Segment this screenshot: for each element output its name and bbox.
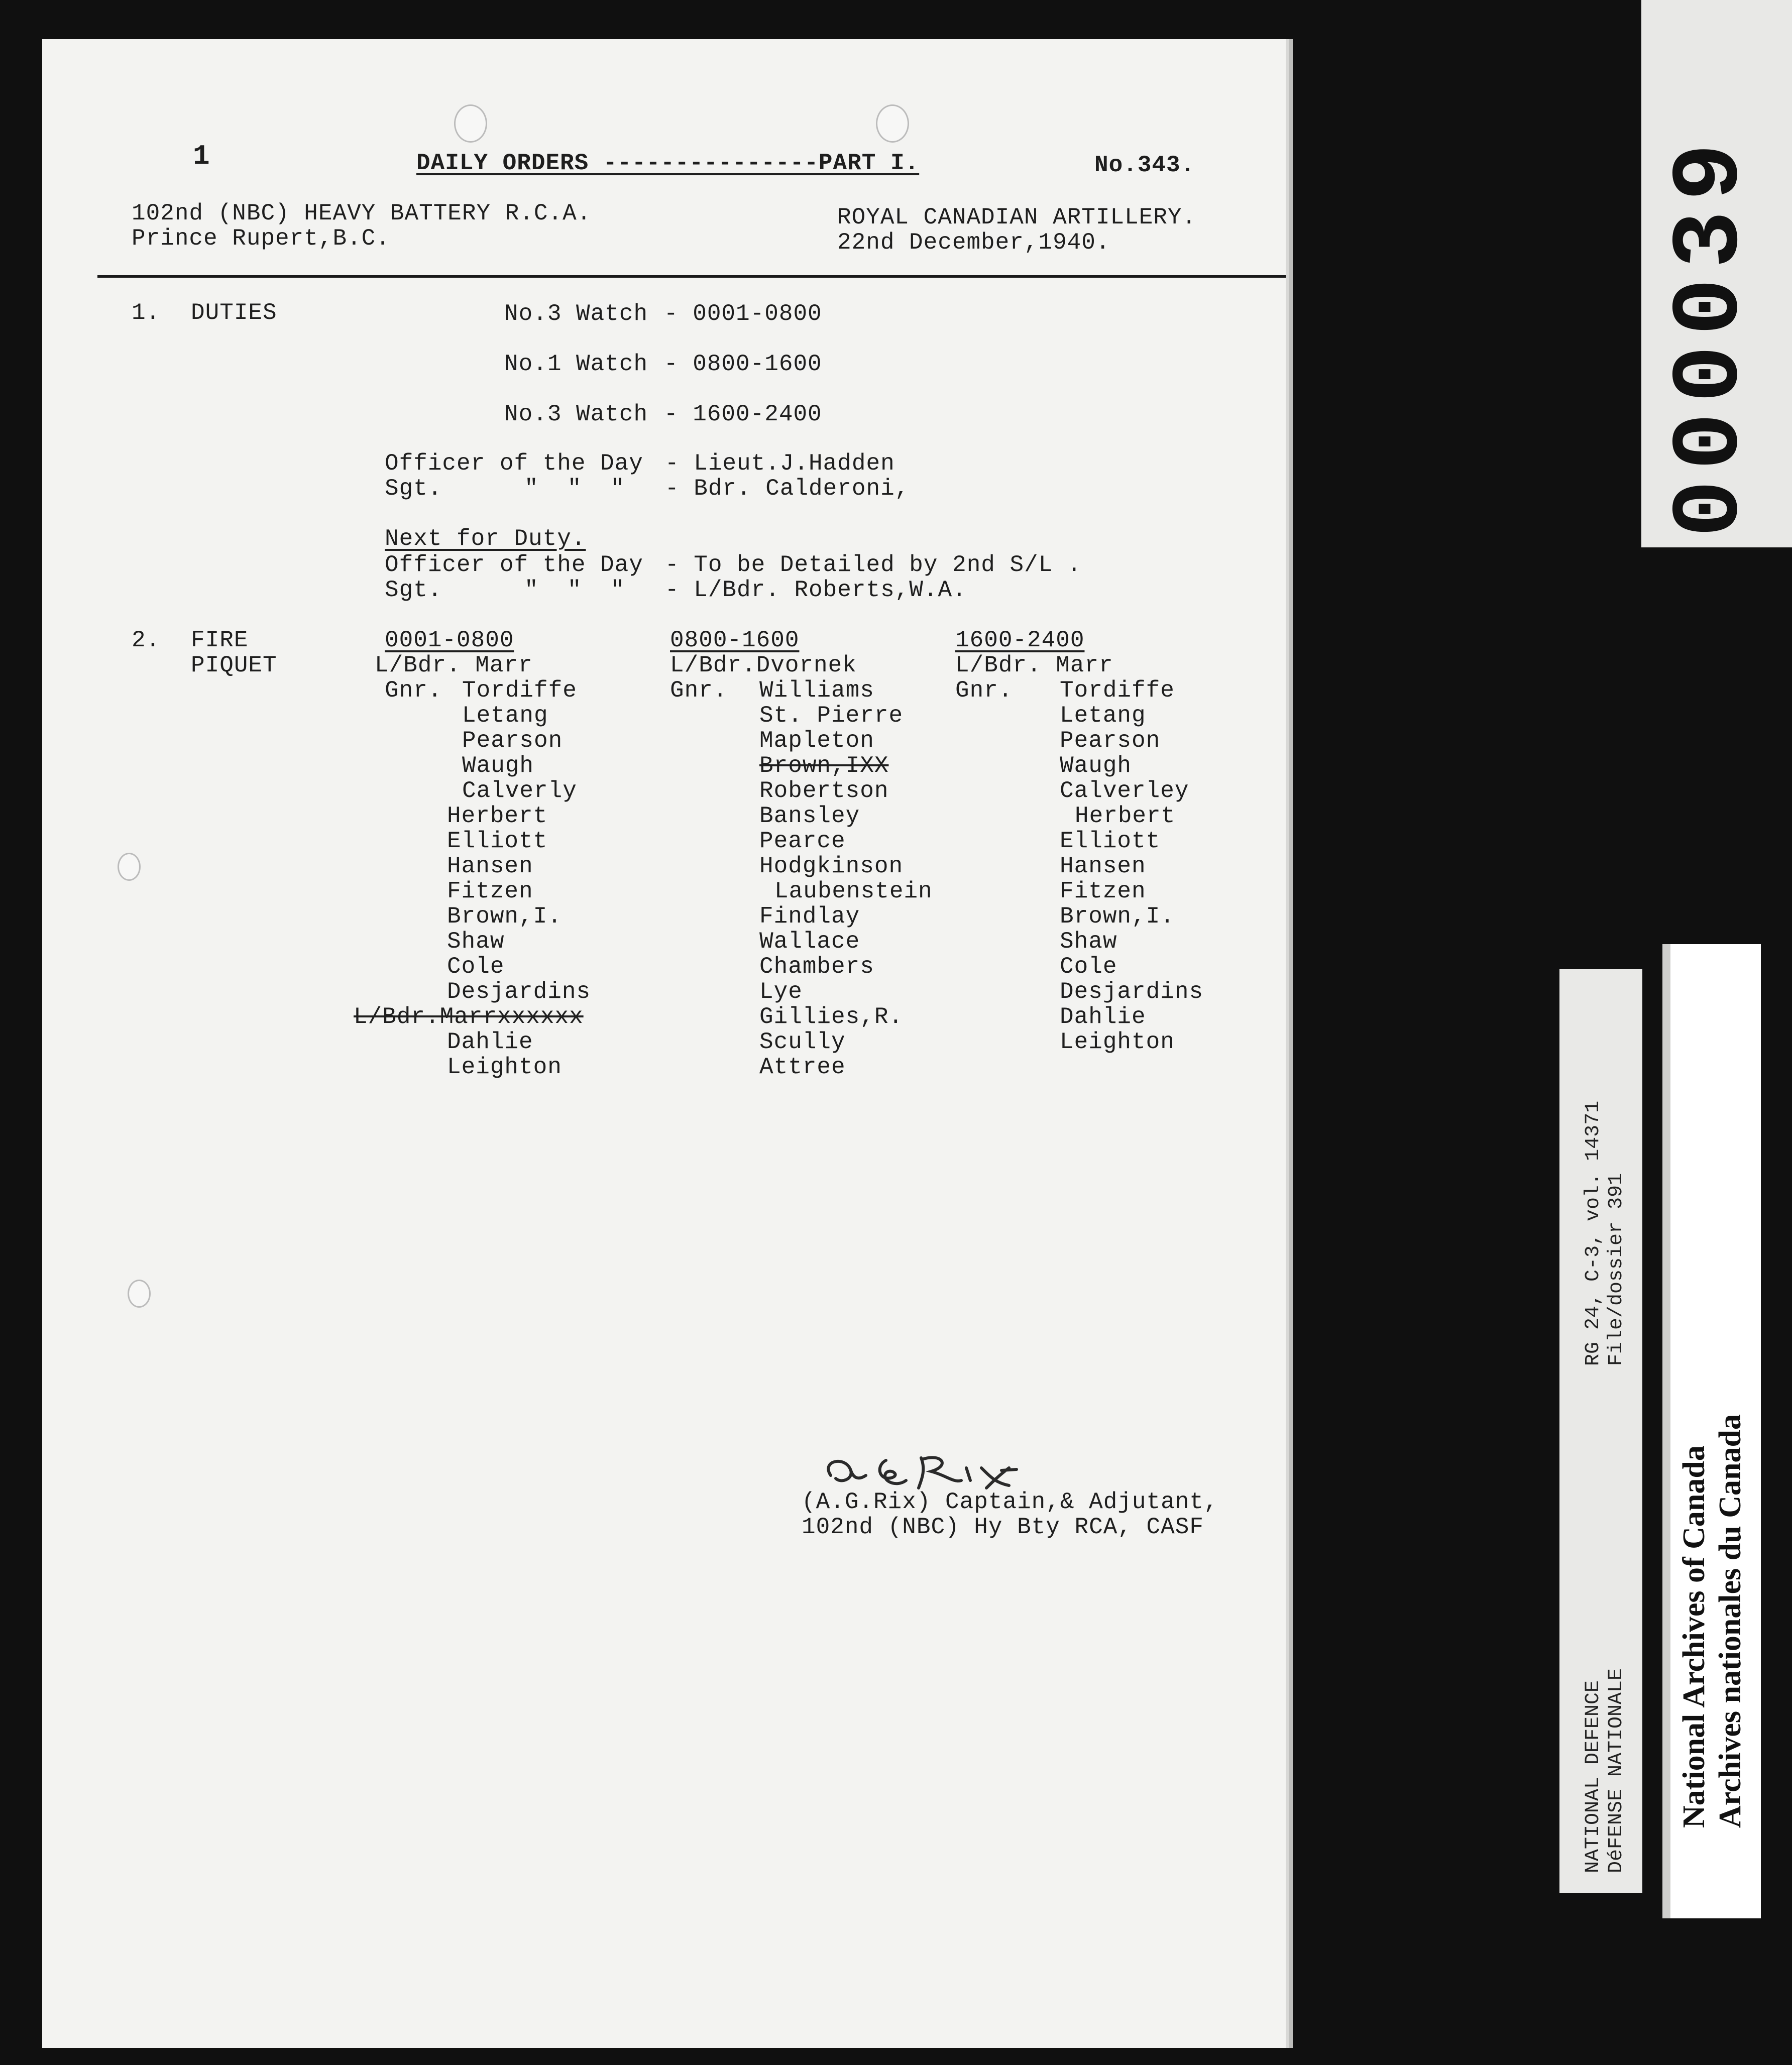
- piquet-gnr-label: Gnr.: [955, 677, 1013, 704]
- piquet-name: Tordiffe: [1060, 677, 1175, 704]
- watch-time: - 0800-1600: [664, 351, 822, 377]
- piquet-name: Hansen: [1060, 853, 1146, 879]
- piquet-name: Elliott: [447, 828, 548, 854]
- piquet-name: Waugh: [1060, 753, 1132, 779]
- piquet-heading: PIQUET: [191, 652, 277, 678]
- archive-reference: RG 24, C-3, vol. 14371: [1582, 1100, 1605, 1366]
- piquet-name: Pearson: [462, 728, 563, 754]
- piquet-name: Calverley: [1060, 778, 1189, 804]
- piquet-name-struck: L/Bdr.Marrxxxxxx: [354, 1004, 584, 1030]
- sgt-value: - Bdr. Calderoni,: [665, 476, 910, 502]
- piquet-gnr-label: Gnr.: [670, 677, 728, 704]
- piquet-name: Shaw: [447, 929, 505, 955]
- piquet-name: Mapleton: [759, 728, 874, 754]
- next-for-duty-heading: Next for Duty.: [385, 526, 586, 552]
- piquet-gnr-label: Gnr.: [385, 677, 442, 704]
- piquet-name: Gillies,R.: [759, 1004, 904, 1030]
- piquet-name: Letang: [1060, 703, 1146, 729]
- next-sgt-value: - L/Bdr. Roberts,W.A.: [665, 577, 967, 603]
- piquet-name: Chambers: [759, 954, 874, 980]
- piquet-name: Williams: [759, 677, 874, 704]
- punch-hole-top-right: [876, 104, 909, 143]
- next-officer-label: Officer of the Day: [385, 552, 643, 578]
- piquet-name: Leighton: [1060, 1029, 1175, 1055]
- piquet-name: Cole: [447, 954, 505, 980]
- sgt-label: Sgt.: [385, 476, 442, 502]
- piquet-name: Shaw: [1060, 929, 1117, 955]
- piquet-time-header: 0001-0800: [385, 627, 514, 653]
- watch-name: No.3 Watch: [504, 301, 648, 327]
- piquet-name: Calverly: [462, 778, 577, 804]
- officer-of-day-label: Officer of the Day: [385, 450, 643, 477]
- piquet-name: Hansen: [447, 853, 533, 879]
- unit-name: 102nd (NBC) HEAVY BATTERY R.C.A.: [132, 200, 592, 226]
- watch-name: No.1 Watch: [504, 351, 648, 377]
- next-ditto-marks: " " ": [524, 577, 625, 603]
- piquet-name: Cole: [1060, 954, 1117, 980]
- piquet-name: Pearson: [1060, 728, 1161, 754]
- punch-hole-left-middle: [118, 853, 141, 881]
- watch-name: No.3 Watch: [504, 401, 648, 427]
- piquet-name: Dahlie: [1060, 1004, 1146, 1030]
- watch-time: - 1600-2400: [664, 401, 822, 427]
- piquet-heading: FIRE: [191, 627, 249, 653]
- piquet-name: Pearce: [759, 828, 846, 854]
- archives-name-french: Archives nationales du Canada: [1713, 1414, 1747, 1828]
- piquet-leader: L/Bdr.Dvornek: [670, 652, 857, 678]
- document-title: DAILY ORDERS ---------------PART I.: [416, 150, 920, 176]
- piquet-name-struck: Brown,IXX: [759, 753, 889, 779]
- piquet-leader: L/Bdr. Marr: [955, 652, 1113, 678]
- piquet-number: 2.: [132, 627, 161, 653]
- piquet-name: Elliott: [1060, 828, 1161, 854]
- archive-reference: File/dossier 391: [1605, 1173, 1628, 1366]
- piquet-name: Leighton: [447, 1054, 562, 1080]
- piquet-name: Hodgkinson: [759, 853, 904, 879]
- next-officer-value: - To be Detailed by 2nd S/L .: [665, 552, 1082, 578]
- header-divider: [97, 275, 1286, 278]
- piquet-name: Waugh: [462, 753, 534, 779]
- piquet-name: Findlay: [759, 903, 860, 930]
- frame-number: 000039: [1657, 133, 1765, 537]
- piquet-name: Brown,I.: [447, 903, 562, 930]
- piquet-time-header: 1600-2400: [955, 627, 1085, 653]
- piquet-name: Robertson: [759, 778, 889, 804]
- piquet-name: Lye: [759, 979, 803, 1005]
- piquet-name: Fitzen: [1060, 878, 1146, 904]
- piquet-time-header: 0800-1600: [670, 627, 800, 653]
- duties-heading: DUTIES: [191, 300, 277, 326]
- piquet-name: Wallace: [759, 929, 860, 955]
- piquet-name: Tordiffe: [462, 677, 577, 704]
- duties-number: 1.: [132, 300, 161, 326]
- order-number: No.343.: [1094, 152, 1195, 178]
- ditto-marks: " " ": [524, 476, 625, 502]
- officer-of-day-value: - Lieut.J.Hadden: [665, 450, 895, 477]
- watch-time: - 0001-0800: [664, 301, 822, 327]
- handwritten-signature: [811, 1440, 1072, 1496]
- punch-hole-left-lower: [128, 1280, 151, 1308]
- piquet-name: Herbert: [1075, 803, 1176, 829]
- piquet-name: Attree: [759, 1054, 846, 1080]
- piquet-name: Brown,I.: [1060, 903, 1175, 930]
- signatory-name: (A.G.Rix) Captain,& Adjutant,: [802, 1489, 1218, 1515]
- department-label: NATIONAL DEFENCE: [1582, 1680, 1605, 1873]
- department-label: DéFENSE NATIONALE: [1605, 1668, 1628, 1873]
- piquet-name: Desjardins: [447, 979, 591, 1005]
- piquet-name: St. Pierre: [759, 703, 904, 729]
- document-page: [42, 39, 1286, 2048]
- corps-name: ROYAL CANADIAN ARTILLERY.: [837, 204, 1197, 231]
- signatory-unit: 102nd (NBC) Hy Bty RCA, CASF: [802, 1514, 1204, 1540]
- piquet-leader: L/Bdr. Marr: [375, 652, 533, 678]
- piquet-name: Laubenstein: [774, 878, 933, 904]
- piquet-name: Scully: [759, 1029, 846, 1055]
- piquet-name: Bansley: [759, 803, 860, 829]
- archives-name-english: National Archives of Canada: [1677, 1445, 1711, 1828]
- piquet-name: Dahlie: [447, 1029, 533, 1055]
- next-sgt-label: Sgt.: [385, 577, 442, 603]
- order-date: 22nd December,1940.: [837, 230, 1110, 256]
- punch-hole-top-left: [454, 104, 487, 143]
- piquet-name: Fitzen: [447, 878, 533, 904]
- piquet-name: Herbert: [447, 803, 548, 829]
- piquet-name: Desjardins: [1060, 979, 1204, 1005]
- piquet-name: Letang: [462, 703, 548, 729]
- margin-mark: 1: [193, 140, 210, 172]
- unit-location: Prince Rupert,B.C.: [132, 225, 390, 252]
